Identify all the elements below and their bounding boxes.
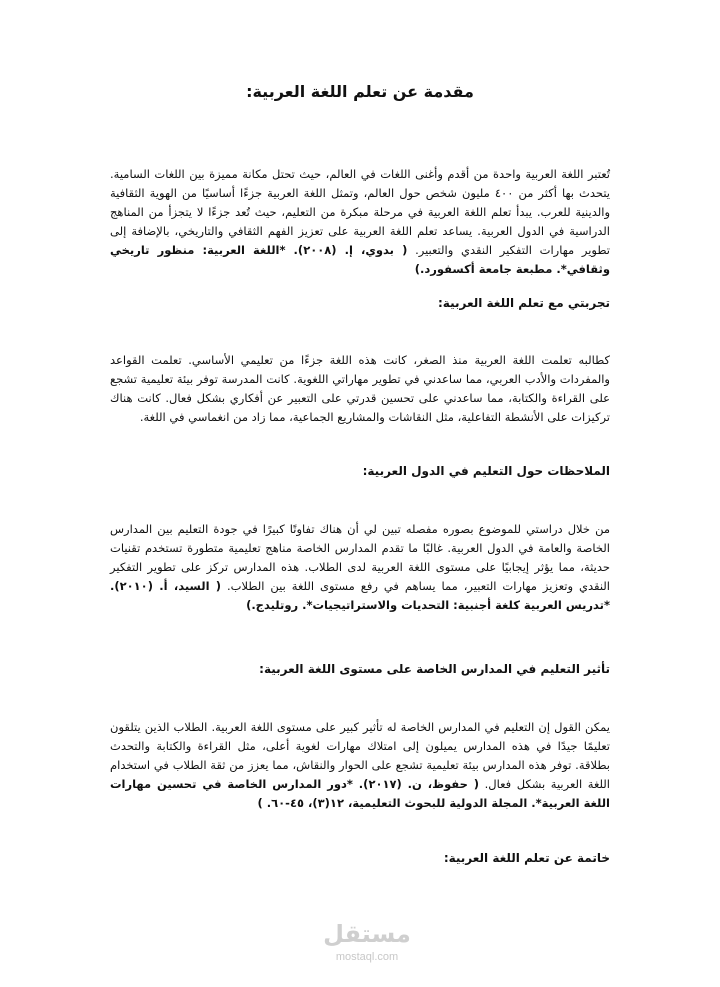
mostaql-logo: مستقل <box>323 920 411 948</box>
section-heading-experience: تجربتي مع تعلم اللغة العربية: <box>438 296 610 310</box>
observations-text: من خلال دراستي للموضوع بصوره مفصله تبين لي أن هناك تفاوتًا كبيرًا في جودة التعليم بين المدارس الخاصة والعامة في الدول العربية. غالبًا ما تقدم المدارس الخاصة مناهج تعليمية متطورة تستخدم تقنيات حديثة، مما يؤثر إيجابيًا على مستوى اللغة العربية لدى الطلاب. هذه المدارس تركز على تطوير التفكير النقدي وتعزيز مهارات التعبير، مما يساهم في رفع مستوى اللغة بين الطلاب. <box>110 522 611 593</box>
intro-text: تُعتبر اللغة العربية واحدة من أقدم وأغنى اللغات في العالم، حيث تحتل مكانة مميزة بين اللغات السامية. يتحدث بها أكثر من ٤٠٠ مليون شخص حول العالم، وتمثل اللغة العربية جزءًا أساسيًا من الهوية الثقافية والدينية للعرب. يبدأ تعلم اللغة العربية في مرحلة مبكرة من التعليم، حيث تُعد جزءًا لا يتجزأ من المناهج الدراسية في الدول العربية. يساعد تعلم اللغة العربية على تعزيز الفهم الثقافي والتاريخي، بالإضافة إلى تطوير مهارات التفكير النقدي والتعبير. <box>110 167 611 257</box>
private-schools-citation: ( حفوظ، ن. (٢٠١٧). *دور المدارس الخاصة في تحسين مهارات اللغة العربية*. المجلة الدولية للبحوث التعليمية، ١٢(٣)، ٤٥-٦٠. ) <box>110 777 610 810</box>
private-schools-paragraph <box>110 718 610 813</box>
mostaql-url: mostaql.com <box>335 951 399 963</box>
page-title: مقدمة عن تعلم اللغة العربية: <box>246 82 474 101</box>
section-heading-private-schools: تأثير التعليم في المدارس الخاصة على مستوى اللغة العربية: <box>259 662 610 676</box>
experience-paragraph <box>110 351 610 427</box>
private-schools-text: يمكن القول إن التعليم في المدارس الخاصة له تأثير كبير على مستوى اللغة العربية. الطلاب الذين يتلقون تعليمًا جيدًا في هذه المدارس يميلون إلى امتلاك مهارات لغوية أعلى، مثل القراءة والكتابة والتحدث بطلاقة. توفر هذه المدارس بيئة تعليمية تشجع على الحوار والنقاش، مما يعزز من ثقة الطلاب في استخدام اللغة العربية بشكل فعال. <box>110 720 611 791</box>
intro-citation: ( بدوي، إ. (٢٠٠٨). *اللغة العربية: منظور تاريخي وثقافي*. مطبعة جامعة أكسفورد.) <box>110 243 610 276</box>
section-heading-observations: الملاحظات حول التعليم في الدول العربية: <box>362 464 610 478</box>
observations-paragraph <box>110 520 610 615</box>
observations-citation: ( السيد، أ. (٢٠١٠). *تدريس العربية كلغة أجنبية: التحديات والاستراتيجيات*. روتليدج.) <box>110 579 610 612</box>
mostaql-watermark <box>312 918 422 978</box>
intro-paragraph <box>110 165 610 279</box>
experience-text: كطالبه تعلمت اللغة العربية منذ الصغر، كانت هذه اللغة جزءًا من تعليمي الأساسي. تعلمت القواعد والمفردات والأدب العربي، مما ساعدني في تطوير مهاراتي اللغوية. كانت المدرسة توفر بيئة تعليمية تشجع على القراءة والكتابة، مما ساعدني على تحسين قدرتي على التعبير عن أفكاري بشكل فعال. كانت هناك تركيزات على الأنشطة التفاعلية، مثل النقاشات والمشاريع الجماعية، مما زاد من انغماسي في اللغة. <box>110 353 610 424</box>
section-heading-conclusion: خاتمة عن تعلم اللغة العربية: <box>443 851 610 865</box>
